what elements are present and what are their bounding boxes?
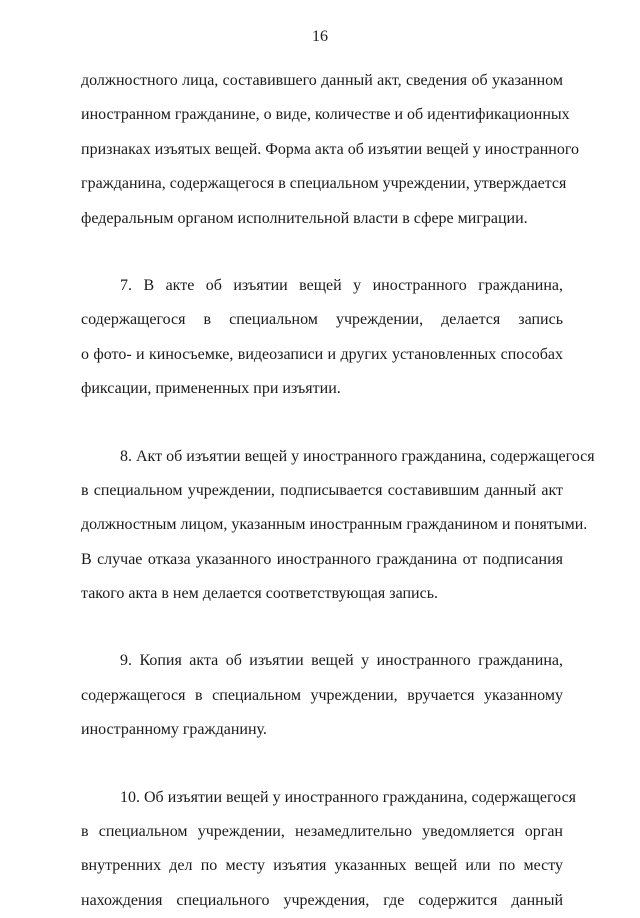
- text-line: о фото- и киносъемке, видеозаписи и других установленных способах: [81, 345, 563, 363]
- text-line: 10. Об изъятии вещей у иностранного гражданина, содержащегося: [120, 788, 577, 806]
- text-line: иностранном гражданине, о виде, количестве и об идентификационных: [81, 106, 570, 124]
- text-line: содержащегося в специальном учреждении, делается запись: [81, 311, 563, 329]
- text-line: такого акта в нем делается соответствующая запись.: [81, 585, 438, 603]
- text-line: фиксации, примененных при изъятии.: [81, 380, 341, 398]
- text-line: в специальном учреждении, незамедлительно уведомляется орган: [81, 823, 563, 841]
- paragraph-7: [81, 269, 563, 407]
- text-line: гражданина, содержащегося в специальном учреждении, утверждается: [81, 175, 567, 193]
- text-line: 7. В акте об изъятии вещей у иностранного гражданина,: [120, 276, 563, 294]
- text-line: в специальном учреждении, подписывается составившим данный акт: [81, 481, 563, 499]
- page-number: 16: [312, 28, 328, 45]
- text-line: иностранному гражданину.: [81, 721, 267, 739]
- text-line: признаках изъятых вещей. Форма акта об изъятии вещей у иностранного: [81, 140, 579, 158]
- text-line: нахождения специального учреждения, где содержится данный: [81, 891, 563, 909]
- text-line: должностного лица, составившего данный акт, сведения об указанном: [81, 72, 563, 89]
- text-line: 8. Акт об изъятии вещей у иностранного гражданина, содержащегося: [120, 447, 595, 465]
- text-line: содержащегося в специальном учреждении, вручается указанному: [81, 686, 563, 704]
- paragraph-9: [81, 644, 563, 747]
- text-line: В случае отказа указанного иностранного гражданина от подписания: [81, 550, 563, 568]
- text-line: 9. Копия акта об изъятии вещей у иностранного гражданина,: [120, 652, 563, 670]
- text-line: федеральным органом исполнительной власти в сфере миграции.: [81, 209, 528, 227]
- text-line: внутренних дел по месту изъятия указанных вещей или по месту: [81, 857, 563, 875]
- paragraph-continuation: [81, 64, 579, 236]
- paragraph-8: [81, 440, 595, 612]
- text-line: должностным лицом, указанным иностранным гражданином и понятыми.: [81, 516, 588, 534]
- document-body: [81, 64, 595, 918]
- paragraph-10: [81, 781, 577, 918]
